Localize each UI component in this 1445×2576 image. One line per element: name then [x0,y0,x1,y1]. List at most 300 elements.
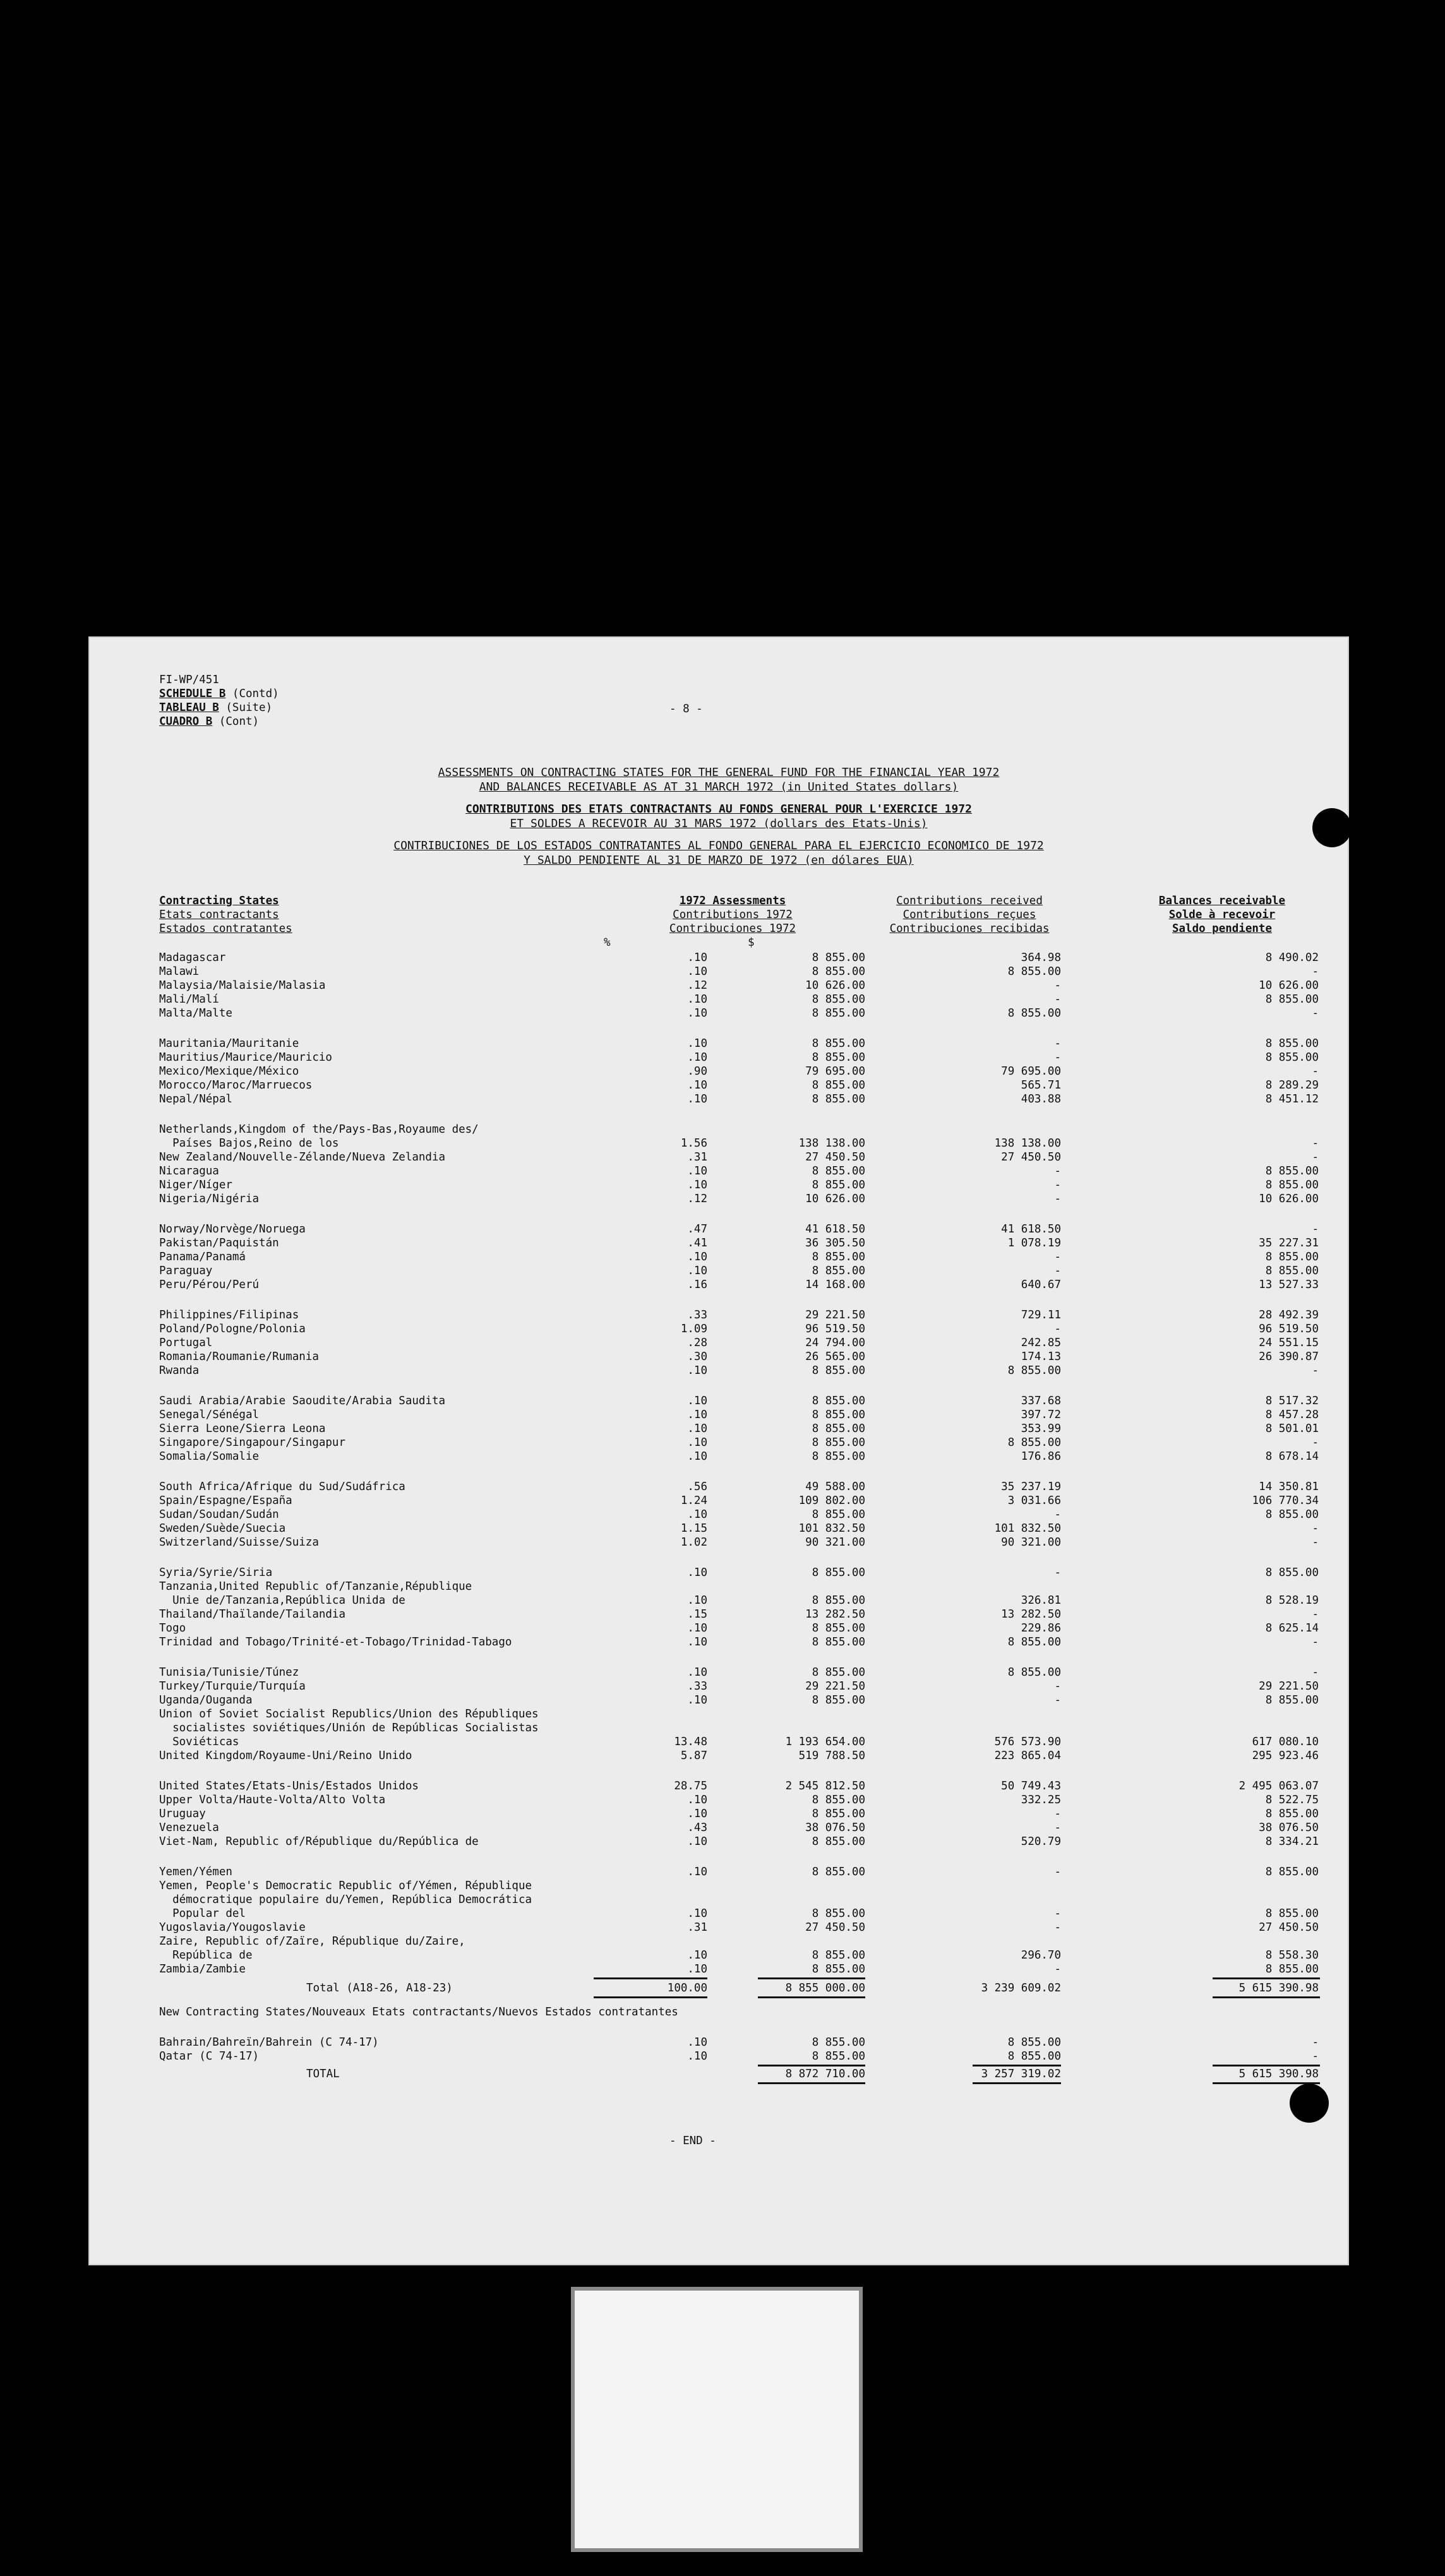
cell-pct: .10 [687,1007,707,1020]
cell-balance: 8 855.00 [1265,1265,1319,1277]
cell-assess: 109 802.00 [798,1494,865,1507]
cell-received: 353.99 [1021,1422,1061,1435]
table-row [88,1935,1349,1948]
table-row [88,1508,1349,1522]
cell-balance: 8 855.00 [1265,1037,1319,1050]
cell-pct: .10 [687,951,707,964]
cell-name: Sudan/Soudan/Sudán [159,1508,279,1521]
cell-assess: 10 626.00 [805,1193,865,1205]
cell-received: 296.70 [1021,1949,1061,1962]
cell-pct: .10 [687,1794,707,1806]
cell-name: United Kingdom/Royaume-Uni/Reino Unido [159,1750,412,1762]
cell-balance: 8 334.21 [1265,1835,1319,1848]
cell-assess: 8 855.00 [812,1436,865,1449]
new-state-row [88,2036,1349,2049]
cell-balance: - [1312,1223,1319,1236]
table-row [88,1749,1349,1763]
cell-pct: .31 [687,1151,707,1164]
table-row [88,1821,1349,1835]
cell-received: 242.85 [1021,1337,1061,1349]
blank-card [571,2287,863,2552]
cell-received: 13 282.50 [1001,1608,1061,1621]
cell-received: 332.25 [1021,1794,1061,1806]
cell-pct: .16 [687,1279,707,1291]
cell-received: 35 237.19 [1001,1481,1061,1493]
cell-name: Nigeria/Nigéria [159,1193,260,1205]
end-marker: - END - [669,2135,716,2147]
cell-received: - [1054,1566,1061,1579]
table-row [88,1494,1349,1508]
cell-assess: 8 855.00 [812,1907,865,1920]
cell-pct: .10 [687,1835,707,1848]
cell-pct: .10 [687,1037,707,1050]
table-row [88,1192,1349,1206]
doc-reference: FI-WP/451 [159,674,219,686]
cell-balance: - [1312,1137,1319,1150]
table-row [88,1693,1349,1707]
cell-received: 79 695.00 [1001,1065,1061,1078]
cell-assess: 29 221.50 [805,1680,865,1693]
cell-balance: 10 626.00 [1259,979,1319,992]
cell-assess: 8 872 710.00 [785,2068,865,2080]
cell-name: Tanzania,United Republic of/Tanzanie,République [159,1580,472,1593]
cell-name: Madagascar [159,951,226,964]
cell-assess: 8 855.00 [812,1594,865,1607]
table-row [88,1635,1349,1649]
table-row [88,1092,1349,1106]
cell-assess: 2 545 812.50 [785,1780,865,1792]
cell-assess: 8 855.00 [812,1395,865,1407]
cell-pct: .10 [687,1594,707,1607]
cell-assess: 8 855.00 [812,1622,865,1635]
cell-assess: 8 855.00 [812,2036,865,2049]
cell-pct: .10 [687,1251,707,1263]
table-row [88,1436,1349,1450]
cell-assess: 8 855.00 [812,1794,865,1806]
cell-assess: 1 193 654.00 [785,1736,865,1748]
cell-assess: 8 855.00 [812,1251,865,1263]
table-row [88,1136,1349,1150]
cell-received: 403.88 [1021,1093,1061,1106]
table-row [88,1522,1349,1535]
table-row [88,1835,1349,1849]
cell-pct: .10 [687,1566,707,1579]
cell-name: Qatar (C 74-17) [159,2050,260,2063]
usd-unit: $ [748,936,755,949]
cell-pct: .90 [687,1065,707,1078]
table-row [88,1865,1349,1879]
cell-received: - [1054,1808,1061,1820]
col-received-es: Contribuciones recibidas [889,922,1050,935]
cell-name: Somalia/Somalie [159,1450,260,1463]
cell-received: 8 855.00 [1007,2036,1061,2049]
cell-balance: - [1312,2050,1319,2063]
cell-name: Popular del [159,1907,246,1920]
table-row [88,1450,1349,1464]
cell-received: 397.72 [1021,1409,1061,1421]
cell-balance: - [1312,1522,1319,1535]
cell-received: 640.67 [1021,1279,1061,1291]
cell-name: United States/Etats-Unis/Estados Unidos [159,1780,419,1792]
cell-pct: .10 [687,1666,707,1679]
table-row [88,1178,1349,1192]
cell-pct: .10 [687,1808,707,1820]
cell-received: 101 832.50 [994,1522,1061,1535]
cell-received: - [1054,1323,1061,1335]
cell-received: 337.68 [1021,1395,1061,1407]
cell-balance: 8 558.30 [1265,1949,1319,1962]
cell-assess: 8 855.00 [812,1093,865,1106]
cell-name: South Africa/Afrique du Sud/Sudáfrica [159,1481,405,1493]
total-double-rule-pct [594,1996,707,1998]
grand-rule-balance [1213,2065,1320,2066]
cell-pct: .12 [687,1193,707,1205]
cell-received: 8 855.00 [1007,1666,1061,1679]
col-assess-es: Contribuciones 1972 [669,922,796,935]
schedule-line-1: SCHEDULE B (Contd) [159,688,279,700]
table-row [88,1408,1349,1422]
table-row [88,1594,1349,1607]
table-row [88,1535,1349,1549]
cell-received: - [1054,1193,1061,1205]
cell-balance: 38 076.50 [1259,1822,1319,1834]
table-row [88,1879,1349,1893]
cell-balance: 8 625.14 [1265,1622,1319,1635]
cell-pct: .10 [687,1949,707,1962]
cell-balance: 8 678.14 [1265,1450,1319,1463]
punch-hole-bottom [1290,2084,1329,2123]
cell-pct: .41 [687,1237,707,1249]
grand-double-rule-assess [758,2082,865,2084]
new-states-header-text: New Contracting States/Nouveaux Etats contractants/Nuevos Estados contratantes [159,2006,678,2018]
cell-assess: 8 855.00 [812,993,865,1006]
cell-balance: 295 923.46 [1252,1750,1319,1762]
cell-assess: 8 855.00 [812,951,865,964]
total-label: Total (A18-26, A18-23) [306,1982,453,1995]
cell-received: 8 855.00 [1007,965,1061,978]
cell-received: - [1054,1921,1061,1934]
cell-balance: 29 221.50 [1259,1680,1319,1693]
cell-balance: 5 615 390.98 [1238,1982,1319,1995]
col-received-fr: Contributions reçues [902,909,1036,921]
cell-received: 729.11 [1021,1309,1061,1321]
total-row [88,1981,1349,1995]
col-state-es: Estados contratantes [159,922,292,935]
col-state-fr: Etats contractants [159,909,279,921]
cell-received: 8 855.00 [1007,1636,1061,1649]
cell-pct: .10 [687,1907,707,1920]
cell-balance: 8 855.00 [1265,1694,1319,1707]
cell-pct: 1.56 [680,1137,707,1150]
total-rule-pct [594,1977,707,1979]
cell-balance: 8 528.19 [1265,1594,1319,1607]
cell-pct: .56 [687,1481,707,1493]
table-row [88,1580,1349,1594]
cell-received: - [1054,1866,1061,1878]
cell-received: 326.81 [1021,1594,1061,1607]
cell-balance: 8 855.00 [1265,1808,1319,1820]
cell-balance: - [1312,1065,1319,1078]
cell-assess: 29 221.50 [805,1309,865,1321]
cell-received: - [1054,1694,1061,1707]
cell-name: Mali/Malí [159,993,219,1006]
cell-name: Paraguay [159,1265,213,1277]
contributions-table [88,636,1349,2265]
new-state-row [88,2049,1349,2063]
cell-balance: - [1312,1007,1319,1020]
cell-balance: 5 615 390.98 [1238,2068,1319,2080]
table-row [88,1064,1349,1078]
col-balance-en: Balances receivable [1158,895,1286,907]
cell-name: Spain/Espagne/España [159,1494,292,1507]
cell-received: 3 239 609.02 [981,1982,1061,1995]
cell-balance: 8 855.00 [1265,1051,1319,1064]
cell-pct: .10 [687,965,707,978]
cell-received: - [1054,993,1061,1006]
cell-balance: - [1312,1636,1319,1649]
cell-name: Mexico/Mexique/México [159,1065,299,1078]
cell-received: 8 855.00 [1007,1007,1061,1020]
table-row [88,1150,1349,1164]
table-row [88,979,1349,993]
cell-name: Viet-Nam, Republic of/République du/República de [159,1835,479,1848]
table-row [88,1807,1349,1821]
cell-received: 8 855.00 [1007,1436,1061,1449]
cell-received: - [1054,1822,1061,1834]
cell-name: Philippines/Filipinas [159,1309,299,1321]
cell-pct: .28 [687,1337,707,1349]
col-balance-fr: Solde à recevoir [1168,909,1276,921]
col-received-en: Contributions received [896,895,1043,907]
grand-total-label: TOTAL [306,2068,340,2080]
cell-assess: 8 855.00 [812,1422,865,1435]
title-fr-2: ET SOLDES A RECEVOIR AU 31 MARS 1972 (dollars des Etats-Unis) [510,817,928,830]
cell-assess: 10 626.00 [805,979,865,992]
cell-assess: 27 450.50 [805,1151,865,1164]
cell-received: 8 855.00 [1007,2050,1061,2063]
table-row [88,1308,1349,1322]
cell-pct: .10 [687,1508,707,1521]
cell-balance: 10 626.00 [1259,1193,1319,1205]
table-row [88,1480,1349,1494]
table-row [88,1921,1349,1935]
cell-assess: 41 618.50 [805,1223,865,1236]
cell-assess: 96 519.50 [805,1323,865,1335]
cell-assess: 27 450.50 [805,1921,865,1934]
cell-assess: 13 282.50 [805,1608,865,1621]
cell-name: Zambia/Zambie [159,1963,246,1976]
cell-assess: 8 855.00 [812,1508,865,1521]
table-row [88,1621,1349,1635]
cell-balance: - [1312,965,1319,978]
title-es-1: CONTRIBUCIONES DE LOS ESTADOS CONTRATANTES AL FONDO GENERAL PARA EL EJERCICIO ECONOMICO DE 1972 [393,839,1044,852]
cell-pct: 28.75 [674,1780,707,1792]
cell-assess: 8 855.00 [812,1808,865,1820]
cell-balance: 8 855.00 [1265,1165,1319,1178]
cell-balance: 8 501.01 [1265,1422,1319,1435]
cell-assess: 8 855.00 [812,1949,865,1962]
cell-pct: 1.24 [680,1494,707,1507]
table-row [88,1078,1349,1092]
cell-assess: 8 855.00 [812,1179,865,1191]
cell-assess: 8 855.00 [812,1835,865,1848]
cell-balance: 8 289.29 [1265,1079,1319,1092]
cell-received: 174.13 [1021,1351,1061,1363]
table-row [88,1250,1349,1264]
table-row [88,993,1349,1006]
cell-pct: .10 [687,2036,707,2049]
cell-balance: - [1312,1608,1319,1621]
cell-balance: 24 551.15 [1259,1337,1319,1349]
cell-pct: .10 [687,1165,707,1178]
cell-pct: .10 [687,1636,707,1649]
cell-pct: .10 [687,1694,707,1707]
cell-received: - [1054,1037,1061,1050]
table-row [88,1164,1349,1178]
cell-balance: 8 855.00 [1265,1963,1319,1976]
cell-balance: 8 490.02 [1265,951,1319,964]
cell-assess: 8 855.00 [812,1037,865,1050]
cell-name: Uganda/Ouganda [159,1694,253,1707]
cell-pct: 1.02 [680,1536,707,1549]
cell-assess: 8 855.00 [812,1409,865,1421]
cell-name: Países Bajos,Reino de los [159,1137,339,1150]
cell-pct: 100.00 [667,1982,707,1995]
page-number: - 8 - [669,703,703,715]
schedule-line-3: CUADRO B (Cont) [159,715,260,728]
total-rule-balance [1213,1977,1320,1979]
cell-assess: 8 855.00 [812,1866,865,1878]
cell-name: Pakistan/Paquistán [159,1237,279,1249]
cell-name: Poland/Pologne/Polonia [159,1323,306,1335]
cell-pct: 5.87 [680,1750,707,1762]
table-row [88,1006,1349,1020]
cell-received: 364.98 [1021,951,1061,964]
cell-balance: - [1312,1151,1319,1164]
cell-received: - [1054,1251,1061,1263]
cell-assess: 49 588.00 [805,1481,865,1493]
cell-received: 576 573.90 [994,1736,1061,1748]
cell-balance: 8 457.28 [1265,1409,1319,1421]
cell-name: Niger/Níger [159,1179,232,1191]
cell-received: 176.86 [1021,1450,1061,1463]
cell-pct: .30 [687,1351,707,1363]
cell-pct: .10 [687,1265,707,1277]
cell-name: Tunisia/Tunisie/Túnez [159,1666,299,1679]
cell-assess: 8 855.00 [812,1364,865,1377]
cell-assess: 519 788.50 [798,1750,865,1762]
cell-received: - [1054,1165,1061,1178]
table-row [88,1264,1349,1278]
cell-received: 138 138.00 [994,1137,1061,1150]
cell-balance: 28 492.39 [1259,1309,1319,1321]
pct-unit: % [604,936,611,949]
cell-pct: 1.09 [680,1323,707,1335]
cell-balance: 96 519.50 [1259,1323,1319,1335]
cell-assess: 101 832.50 [798,1522,865,1535]
table-row [88,1907,1349,1921]
cell-balance: 8 522.75 [1265,1794,1319,1806]
cell-balance: 8 855.00 [1265,1566,1319,1579]
cell-assess: 8 855.00 [812,1165,865,1178]
cell-pct: .10 [687,1622,707,1635]
cell-pct: .10 [687,1409,707,1421]
punch-hole-top [1312,808,1352,847]
cell-name: Morocco/Maroc/Marruecos [159,1079,313,1092]
cell-received: - [1054,979,1061,992]
table-row [88,1721,1349,1735]
cell-received: 565.71 [1021,1079,1061,1092]
table-row [88,1779,1349,1793]
cell-name: Sweden/Suède/Suecia [159,1522,286,1535]
cell-balance: 27 450.50 [1259,1921,1319,1934]
table-row [88,1962,1349,1976]
cell-received: - [1054,1051,1061,1064]
col-assess-fr: Contributions 1972 [673,909,793,921]
cell-received: 3 031.66 [1007,1494,1061,1507]
grand-double-rule-received [973,2082,1061,2084]
cell-pct: 1.15 [680,1522,707,1535]
cell-pct: 13.48 [674,1736,707,1748]
cell-assess: 8 855.00 [812,1051,865,1064]
cell-received: 41 618.50 [1001,1223,1061,1236]
cell-name: Yugoslavia/Yougoslavie [159,1921,306,1934]
cell-balance: 8 855.00 [1265,993,1319,1006]
cell-assess: 24 794.00 [805,1337,865,1349]
table-row [88,1350,1349,1364]
cell-assess: 8 855.00 [812,1666,865,1679]
cell-received: - [1054,1963,1061,1976]
cell-pct: .15 [687,1608,707,1621]
table-row [88,965,1349,979]
cell-name: Netherlands,Kingdom of the/Pays-Bas,Royaume des/ [159,1123,479,1136]
cell-name: Norway/Norvège/Noruega [159,1223,306,1236]
cell-name: Rwanda [159,1364,200,1377]
cell-name: Uruguay [159,1808,206,1820]
cell-pct: .10 [687,2050,707,2063]
cell-balance: 26 390.87 [1259,1351,1319,1363]
cell-name: Mauritania/Mauritanie [159,1037,299,1050]
cell-balance: 8 855.00 [1265,1251,1319,1263]
cell-balance: 8 855.00 [1265,1866,1319,1878]
cell-assess: 8 855.00 [812,1694,865,1707]
cell-received: 27 450.50 [1001,1151,1061,1164]
cell-received: - [1054,1508,1061,1521]
cell-name: New Zealand/Nouvelle-Zélande/Nueva Zelandia [159,1151,446,1164]
cell-name: Trinidad and Tobago/Trinité-et-Tobago/Trinidad-Tabago [159,1636,512,1649]
cell-pct: .10 [687,1079,707,1092]
cell-pct: .33 [687,1680,707,1693]
cell-assess: 8 855.00 [812,1007,865,1020]
cell-balance: 8 855.00 [1265,1907,1319,1920]
cell-name: Venezuela [159,1822,219,1834]
table-row [88,1735,1349,1749]
cell-name: Turkey/Turquie/Turquía [159,1680,306,1693]
schedule-line-2: TABLEAU B (Suite) [159,701,273,714]
cell-balance: - [1312,1436,1319,1449]
cell-balance: 106 770.34 [1252,1494,1319,1507]
cell-name: Saudi Arabia/Arabie Saoudite/Arabia Saudita [159,1395,446,1407]
table-row [88,951,1349,965]
cell-received: 50 749.43 [1001,1780,1061,1792]
col-assess-en: 1972 Assessments [679,895,786,907]
cell-received: 3 257 319.02 [981,2068,1061,2080]
cell-pct: .10 [687,1963,707,1976]
cell-name: Romania/Roumanie/Rumania [159,1351,319,1363]
table-row [88,1222,1349,1236]
cell-name: Nepal/Népal [159,1093,232,1106]
cell-pct: .10 [687,1093,707,1106]
